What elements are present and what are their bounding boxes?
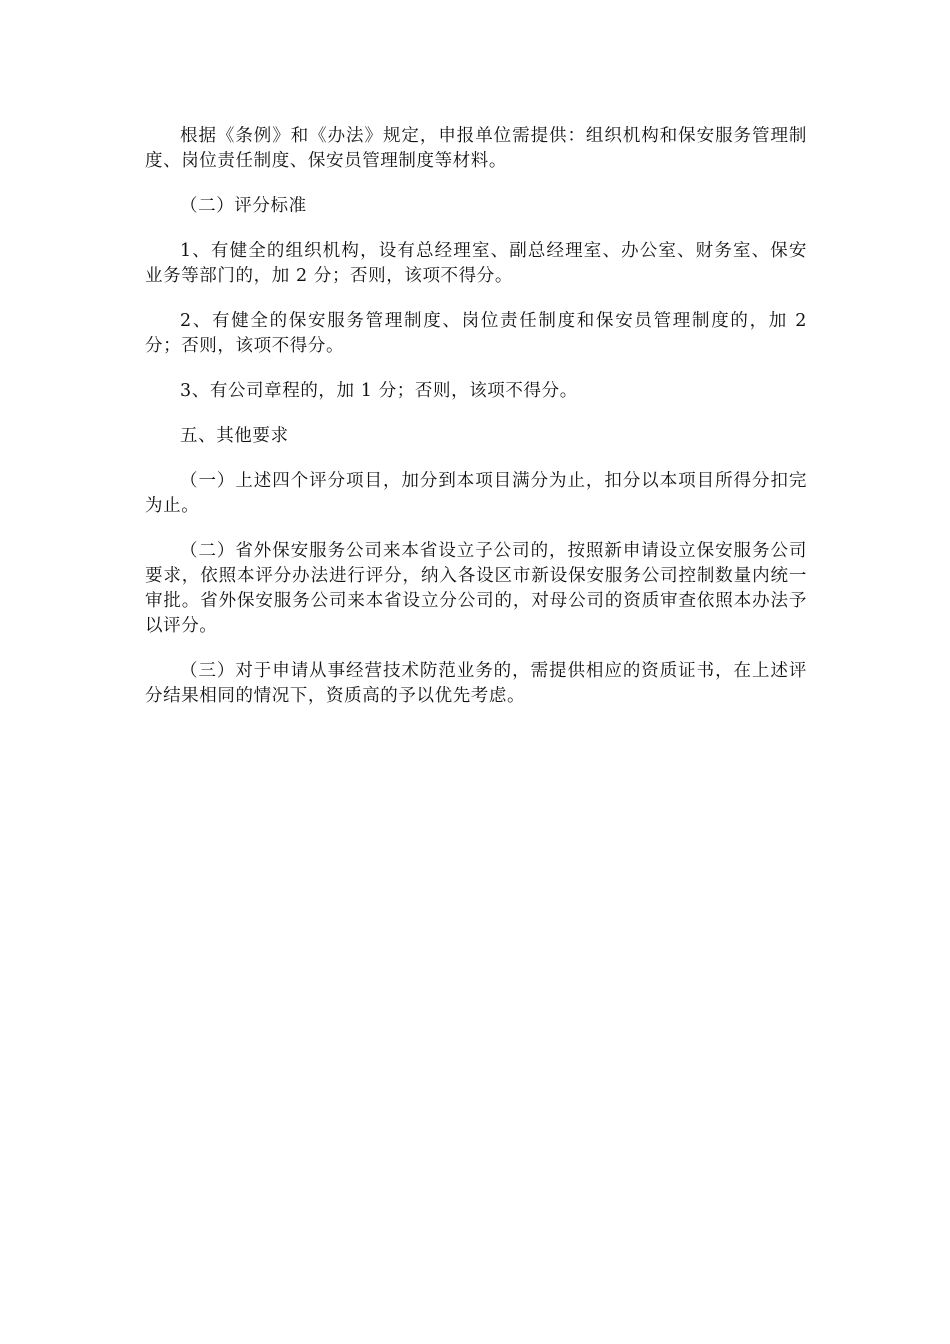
criterion-1-paragraph: 1、有健全的组织机构，设有总经理室、副总经理室、办公室、财务室、保安业务等部门的，加 2 分；否则，该项不得分。: [145, 241, 807, 286]
materials-paragraph: 根据《条例》和《办法》规定，申报单位需提供：组织机构和保安服务管理制度、岗位责任制度、保安员管理制度等材料。: [145, 126, 807, 171]
requirement-3-paragraph: （三）对于申请从事经营技术防范业务的，需提供相应的资质证书，在上述评分结果相同的情况下，资质高的予以优先考虑。: [145, 661, 807, 706]
requirement-1-paragraph: （一）上述四个评分项目，加分到本项目满分为止，扣分以本项目所得分扣完为止。: [145, 471, 807, 516]
other-requirements-heading: 五、其他要求: [180, 426, 289, 446]
requirement-2-paragraph: （二）省外保安服务公司来本省设立子公司的，按照新申请设立保安服务公司要求，依照本评分办法进行评分，纳入各设区市新设保安服务公司控制数量内统一审批。省外保安服务公司来本省设立分公司的，对母公司的资质审查依照本办法予以评分。: [145, 541, 807, 636]
document-body: [145, 124, 807, 729]
criterion-2-paragraph: 2、有健全的保安服务管理制度、岗位责任制度和保安员管理制度的，加 2 分；否则，该项不得分。: [145, 311, 807, 356]
criterion-3-paragraph: 3、有公司章程的，加 1 分；否则，该项不得分。: [180, 381, 578, 401]
scoring-standard-heading: （二）评分标准: [180, 196, 307, 216]
